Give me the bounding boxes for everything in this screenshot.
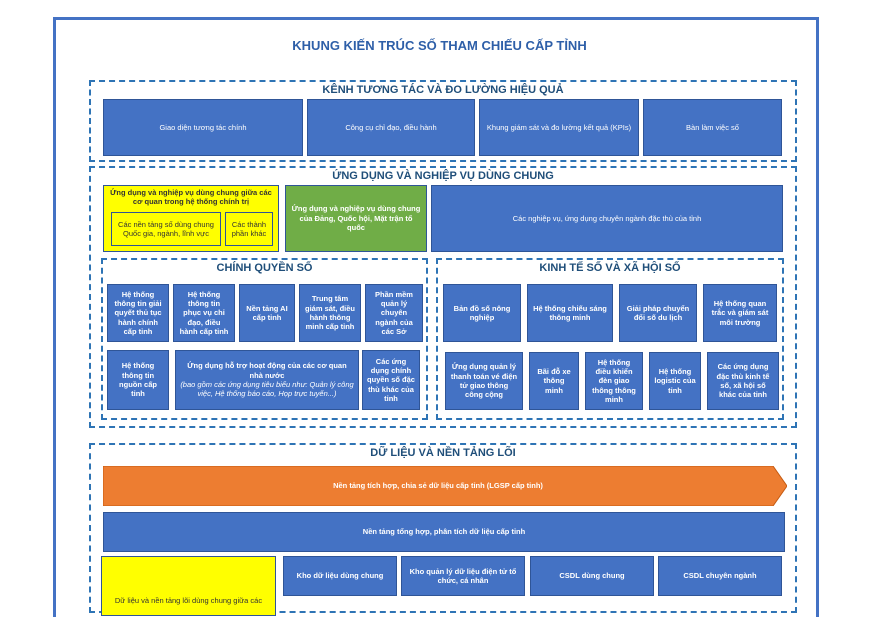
eco-box: Hệ thống điều khiển đèn giao thông thông minh bbox=[585, 352, 643, 410]
eco-box: Hệ thống chiếu sáng thông minh bbox=[527, 284, 613, 342]
data-item: Kho dữ liệu dùng chung bbox=[283, 556, 397, 596]
gov-box: Hệ thống thông tin giải quyết thủ tục hành chính cấp tỉnh bbox=[107, 284, 169, 342]
gov-box: Phần mềm quản lý chuyên ngành của các Sở bbox=[365, 284, 423, 342]
gov-box: Hệ thống thông tin nguồn cấp tỉnh bbox=[107, 350, 169, 410]
eco-box: Ứng dụng quản lý thanh toán vé điện tử giao thông công cộng bbox=[445, 352, 523, 410]
eco-box: Bản đồ số nông nghiệp bbox=[443, 284, 521, 342]
eco-box: Các ứng dụng đặc thù kinh tế số, xã hội số khác của tỉnh bbox=[707, 352, 779, 410]
data-item: CSDL dùng chung bbox=[530, 556, 654, 596]
channel-item: Giao diện tương tác chính bbox=[103, 99, 303, 156]
data-item: Kho quản lý dữ liệu điện tử tổ chức, cá nhân bbox=[401, 556, 525, 596]
apps-blue-box: Các nghiệp vụ, ứng dụng chuyên ngành đặc thù của tỉnh bbox=[431, 185, 783, 252]
eco-box: Hệ thống quan trắc và giám sát môi trường bbox=[703, 284, 777, 342]
gov-box: Trung tâm giám sát, điều hành thông minh cấp tỉnh bbox=[299, 284, 361, 342]
channel-item: Khung giám sát và đo lường kết quả (KPIs) bbox=[479, 99, 639, 156]
data-yellow-box: Dữ liệu và nền tảng lõi dùng chung giữa các bbox=[101, 556, 276, 616]
economy-label: KINH TẾ SỐ VÀ XÃ HỘI SỐ bbox=[539, 262, 681, 274]
diagram-title: KHUNG KIẾN TRÚC SỐ THAM CHIẾU CẤP TỈNH bbox=[292, 38, 587, 53]
apps-label: ỨNG DỤNG VÀ NGHIỆP VỤ DÙNG CHUNG bbox=[332, 170, 554, 182]
gov-box: Hệ thống thông tin phục vụ chỉ đạo, điều hành cấp tỉnh bbox=[173, 284, 235, 342]
eco-box: Bãi đỗ xe thông minh bbox=[529, 352, 579, 410]
apps-yellow-left: Các nền tảng số dùng chung Quốc gia, ngành, lĩnh vực bbox=[111, 212, 221, 246]
apps-green-box: Ứng dụng và nghiệp vụ dùng chung của Đảng, Quốc hội, Mặt trận tổ quốc bbox=[285, 185, 427, 252]
lgsp-label: Nền tảng tích hợp, chia sẻ dữ liệu cấp tỉnh (LGSP cấp tỉnh) bbox=[333, 481, 543, 491]
analytics-box: Nền tảng tổng hợp, phân tích dữ liệu cấp tỉnh bbox=[103, 512, 785, 552]
gov-support-main: Ứng dụng hỗ trợ hoạt động của các cơ quan nhà nước bbox=[187, 361, 347, 380]
gov-support-box bbox=[175, 350, 359, 410]
data-item: CSDL chuyên ngành bbox=[658, 556, 782, 596]
gov-support-note: (bao gồm các ứng dụng tiêu biểu như: Quản lý công việc, Hệ thống báo cáo, Họp trực tuyến...) bbox=[180, 380, 354, 399]
channel-item: Bàn làm việc số bbox=[643, 99, 782, 156]
eco-box: Giải pháp chuyển đổi số du lịch bbox=[619, 284, 697, 342]
data-label: DỮ LIỆU VÀ NỀN TẢNG LÕI bbox=[370, 447, 516, 459]
apps-yellow-title: Ứng dụng và nghiệp vụ dùng chung giữa các cơ quan trong hệ thống chính trị bbox=[110, 188, 272, 206]
channel-label: KÊNH TƯƠNG TÁC VÀ ĐO LƯỜNG HIỆU QUẢ bbox=[322, 84, 564, 96]
gov-box: Nền tảng AI cấp tỉnh bbox=[239, 284, 295, 342]
eco-box: Hệ thống logistic của tỉnh bbox=[649, 352, 701, 410]
gov-box: Các ứng dụng chính quyền số đặc thù khác của tỉnh bbox=[362, 350, 420, 410]
apps-yellow-right: Các thành phần khác bbox=[225, 212, 273, 246]
government-label: CHÍNH QUYỀN SỐ bbox=[216, 262, 313, 274]
channel-item: Công cụ chỉ đạo, điều hành bbox=[307, 99, 475, 156]
